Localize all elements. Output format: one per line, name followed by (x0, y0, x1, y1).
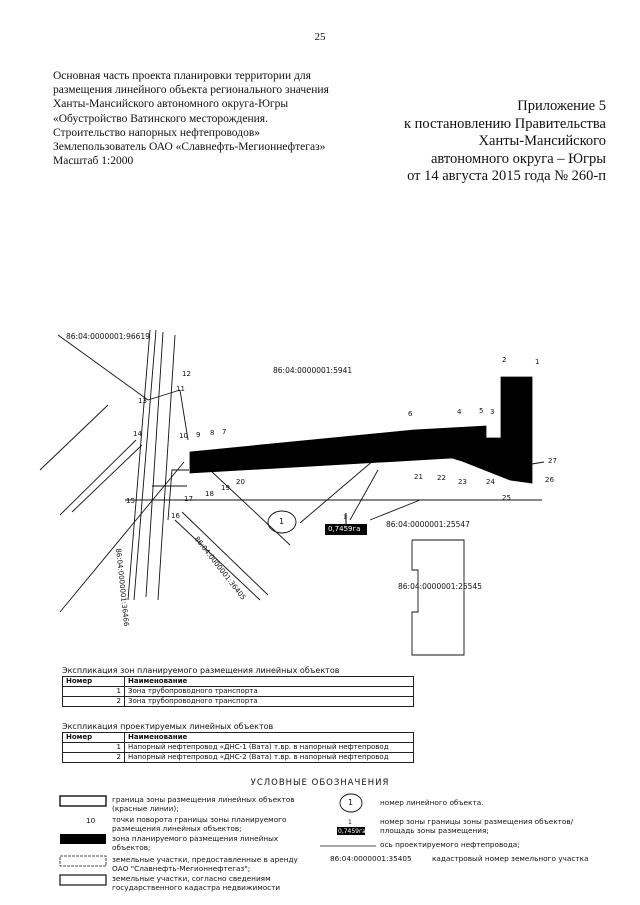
description-line: размещения линейного объекта регионального значения (53, 84, 329, 97)
table-header-row (63, 733, 414, 743)
road-line (40, 405, 108, 470)
legend-point-sample: 10 (86, 816, 96, 825)
point-label: 26 (545, 476, 554, 484)
point-label: 17 (184, 495, 193, 503)
point-label: 24 (486, 478, 495, 486)
land-user-line: Землепользователь ОАО «Славнефть-Мегионнефтегаз» (53, 141, 326, 154)
object-leader (300, 460, 374, 523)
parcel-outline (412, 540, 464, 655)
point-label: 27 (548, 457, 557, 465)
point-label: 22 (437, 474, 446, 482)
legend-zone-number-sample: 1 (348, 819, 352, 826)
point-label: 4 (457, 408, 462, 416)
point-label: 10 (179, 432, 188, 440)
point-label: 19 (221, 484, 230, 492)
legend-object-number-sample: 1 (348, 798, 354, 807)
point-label: 25 (502, 494, 511, 502)
parcel-label: 86:04:0000001:96619 (66, 332, 150, 341)
point-label: 21 (414, 473, 423, 481)
appendix-line: к постановлению Правительства (404, 115, 606, 132)
legend-cadastre-swatch (60, 875, 106, 885)
legend-cadastral-sample: 86:04:0000001:35405 (330, 854, 412, 863)
legend-red-line-swatch (60, 796, 106, 806)
description-line: Строительство напорных нефтепроводов» (53, 126, 261, 139)
parcel-label: 86:04:0000001:5941 (273, 366, 353, 375)
table-cell: 2 (63, 697, 125, 707)
zones-explication-title: Экспликация зон планируемого размещения линейных объектов (62, 666, 340, 675)
zone-area: 0,7459га (328, 525, 361, 533)
legend-right-item: кадастровый номер земельного участка (432, 854, 589, 863)
object-number: 1 (279, 517, 285, 526)
page-number: 25 (314, 31, 326, 43)
legend-item: земельные участки, согласно сведениям государственного кадастра недвижимости (112, 874, 281, 892)
table-row (63, 743, 414, 753)
column-header: Наименование (125, 677, 414, 687)
legend-item: земельные участки, предоставленные в аренду ОАО "Славнефть-Мегионнефтегаз"; (112, 855, 298, 873)
point-label: 3 (490, 408, 495, 416)
road-line (134, 330, 156, 600)
point-label: 15 (126, 497, 135, 505)
legend-lease-swatch (60, 856, 106, 866)
table-header-row (63, 677, 414, 687)
point-label: 12 (182, 370, 191, 378)
column-header: Номер (63, 733, 125, 743)
objects-explication-title: Экспликация проектируемых линейных объектов (62, 722, 274, 731)
point-label: 2 (502, 356, 507, 364)
table-row (63, 697, 414, 707)
scale-line: Масштаб 1:2000 (53, 155, 134, 168)
legend-right-item: ось проектируемого нефтепровода; (380, 840, 520, 849)
legend-right-item: номер линейного объекта. (380, 798, 484, 807)
parcel-label: 86:04:0000001:36466 (114, 548, 131, 627)
column-header: Наименование (125, 733, 414, 743)
object-leader (350, 470, 378, 520)
legend-item: зона планируемого размещения линейных объектов; (112, 834, 279, 852)
table-row (63, 687, 414, 697)
description-line: Ханты-Мансийского автономного округа-Югры (53, 98, 289, 111)
description-line: Основная часть проекта планировки территории для (53, 70, 311, 82)
legend-item: граница зоны размещения линейных объектов (красные линии); (112, 795, 295, 813)
table-cell: Напорный нефтепровод «ДНС-2 (Вата) т.вр. в напорный нефтепровод (125, 753, 414, 763)
point-label: 20 (236, 478, 245, 486)
legend-item: точки поворота границы зоны планируемого размещения линейных объектов; (112, 815, 287, 833)
parcel-label: 86:04:0000001:25545 (398, 582, 482, 591)
road-line (128, 330, 150, 600)
legend-zone-area-sample: 0,7459га (338, 828, 366, 835)
point-label: 7 (222, 428, 227, 436)
table-cell: Зона трубопроводного транспорта (125, 697, 414, 707)
point-label: 11 (176, 385, 185, 393)
objects-explication-table (62, 732, 414, 763)
table-cell: 2 (63, 753, 125, 763)
zones-explication-table (62, 676, 414, 707)
object-leader (370, 500, 420, 520)
road-line (60, 440, 136, 515)
table-cell: 1 (63, 743, 125, 753)
legend-right-item: номер зоны границы зоны размещения объектов/площадь зоны размещения; (380, 817, 574, 835)
planned-placement-zone (190, 377, 532, 483)
parcel-label: 86:04:0000001:36405 (192, 535, 248, 602)
appendix-line: автономного округа – Югры (430, 150, 606, 167)
point-label: 18 (205, 490, 214, 498)
column-header: Номер (63, 677, 125, 687)
description-line: «Обустройство Ватинского месторождения. (53, 112, 268, 125)
table-cell: Напорный нефтепровод «ДНС-1 (Вата) т.вр. в напорный нефтепровод (125, 743, 414, 753)
point-label: 9 (196, 431, 201, 439)
road-line (58, 335, 148, 400)
point-label: 8 (210, 429, 215, 437)
point-label: 5 (479, 407, 484, 415)
appendix-line: Ханты-Мансийского (478, 133, 606, 149)
appendix-line: Приложение 5 (517, 98, 606, 114)
point-label: 23 (458, 478, 467, 486)
point-label: 14 (133, 430, 142, 438)
table-cell: Зона трубопроводного транспорта (125, 687, 414, 697)
point-label: 6 (408, 410, 413, 418)
zone-number: 1 (343, 514, 347, 521)
point-label: 13 (138, 397, 147, 405)
table-row (63, 753, 414, 763)
legend-zone-swatch (60, 834, 106, 844)
table-cell: 1 (63, 687, 125, 697)
parcel-label: 86:04:0000001:25547 (386, 520, 470, 529)
appendix-line: от 14 августа 2015 года № 260-п (407, 168, 606, 184)
point-label: 1 (535, 358, 540, 366)
legend-title: УСЛОВНЫЕ ОБОЗНАЧЕНИЯ (250, 778, 390, 788)
point-label: 16 (171, 512, 180, 520)
object-leader (210, 470, 290, 545)
